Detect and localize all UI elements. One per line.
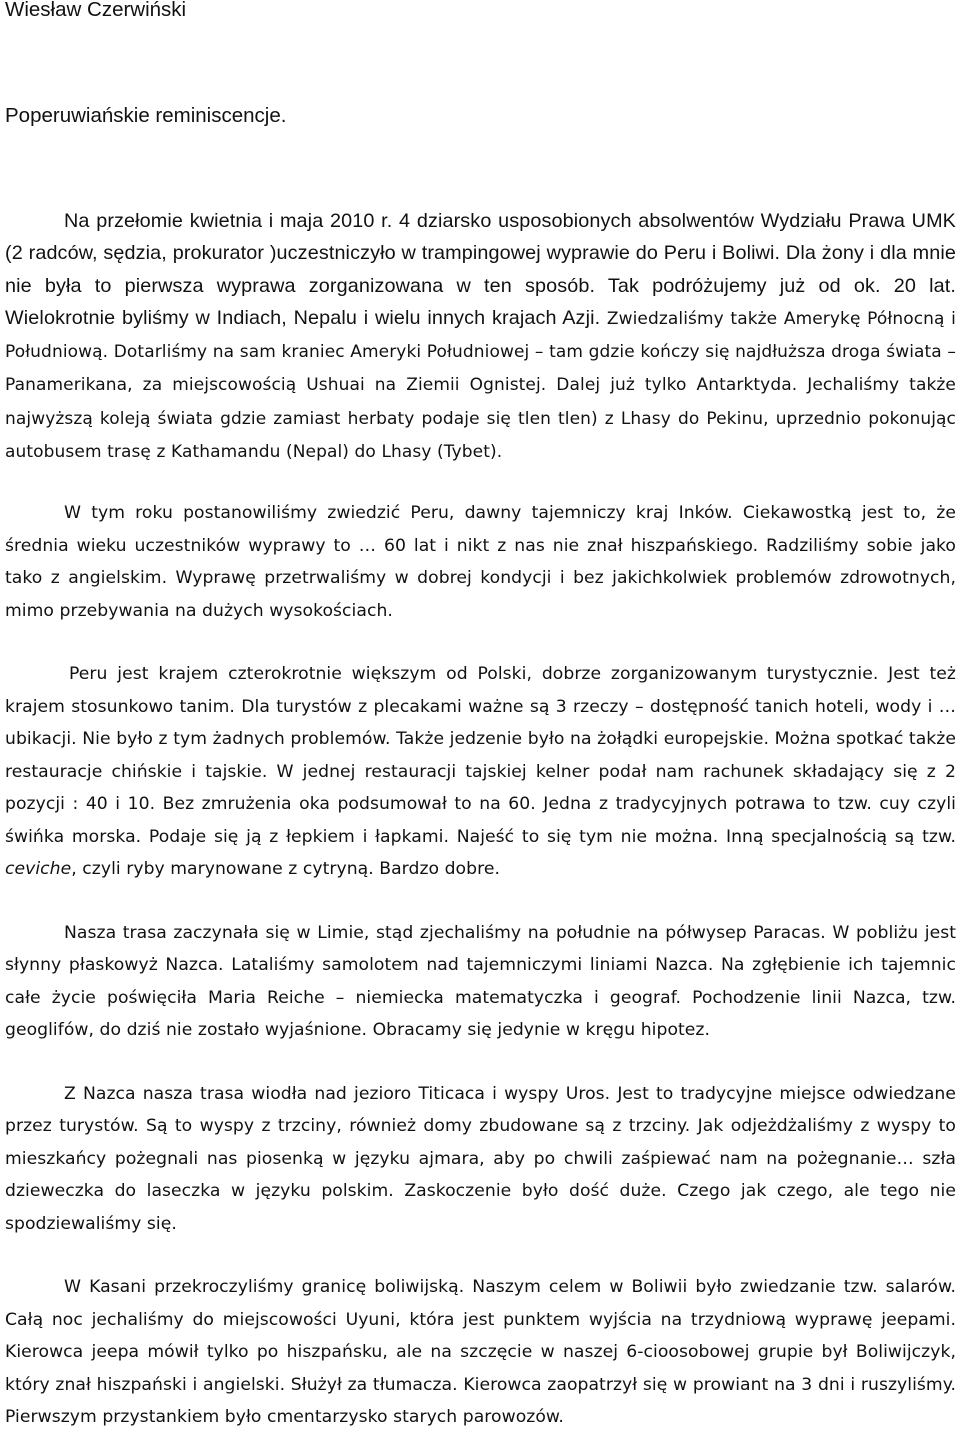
- paragraph-spacer: [5, 468, 956, 497]
- paragraph-intro: [5, 205, 956, 468]
- paragraph-nazca: Nasza trasa zaczynała się w Limie, stąd zjechaliśmy na południe na półwysep Paracas. W pobliżu jest słynny płaskowyż Nazca. Lataliśmy samolotem nad tajemniczymi liniami Nazca. Na zgłębienie ich tajemnic całe życie poświęciła Maria Reiche – niemiecka matematyczka i geograf. Pochodzenie linii Nazca, tzw. geoglifów, do dziś nie zostało wyjaśnione. Obracamy się jedynie w kręgu hipotez.: [5, 922, 956, 1041]
- paragraph-intro-part2: Zwiedzaliśmy także Amerykę Północną i Południową. Dotarliśmy na sam kraniec Ameryki Południowej – tam gdzie kończy się najdłuższa droga świata – Panamerikana, za miejscowością Ushuai na Ziemii Ognistej. Dalej już tylko Antarktyda. Jechaliśmy także najwyższą koleją świata gdzie zamiast herbaty podaje się tlen tlen) z Lhasy do Pekinu, uprzednio pokonując autobusem trasę z Kathamandu (Nepal) do Lhasy (Tybet).: [5, 308, 956, 463]
- paragraph-peru-country-text: Peru jest krajem czterokrotnie większym od Polski, dobrze zorganizowanym turystycznie. Jest też krajem stosunkowo tanim. Dla turystów z plecakami ważne są 3 rzeczy – dostępność tanich hoteli, wody i … ubikacji. Nie było z tym żadnych problemów. Także jedzenie było na żołądki europejskie. Można spotkać także restauracje chińskie i tajskie. W jednej restauracji tajskiej kelner podał nam rachunek składający się z 2 pozycji : 40 i 10. Bez zmrużenia oka podsumował to na 60. Jedna z tradycyjnych potrawa to tzw. cuy czyli świńka morska. Podaje się ją z łepkiem i łapkami. Najeść to się tym nie można. Inną specjalnością są tzw.: [5, 664, 956, 847]
- paragraph-intro-part1: Na przełomie kwietnia i maja 2010 r. 4 dziarsko usposobionych absolwentów Wydziału Prawa UMK (2 radców, sędzia, prokurator )uczestniczyło w trampingowej wyprawie do Peru i Boliwi. Dla żony i dla mnie nie była to pierwsza wyprawa zorganizowana w ten sposób. Tak podróżujemy już od ok. 20 lat. Wielokrotnie byliśmy w Indiach, Nepalu i wielu innych krajach Azji.: [5, 210, 956, 329]
- paragraph-titicaca: Z Nazca nasza trasa wiodła nad jezioro Titicaca i wyspy Uros. Jest to tradycyjne miejsce odwiedzane przez turystów. Są to wyspy z trzciny, również domy zbudowane są z trzciny. Jak odjeżdżaliśmy z wyspy to mieszkańcy pożegnali nas piosenką w języku ajmara, aby po chwili zaśpiewać nam na pożegnanie… szła dzieweczka do laseczka w języku polskim. Zaskoczenie było dość duże. Czego jak czego, ale tego nie spodziewaliśmy się.: [5, 1083, 956, 1234]
- paragraph-spacer: [5, 1047, 956, 1078]
- paragraph-peru-country-end: , czyli ryby marynowane z cytryną. Bardzo dobre.: [71, 859, 500, 880]
- author-name: Wiesław Czerwiński: [5, 0, 187, 21]
- ceviche-term: ceviche: [5, 859, 72, 880]
- document-body: [5, 205, 956, 1434]
- paragraph-spacer: [5, 627, 956, 658]
- paragraph-peru-country: [5, 658, 956, 886]
- paragraph-spacer: [5, 886, 956, 917]
- paragraph-peru-trip: W tym roku postanowiliśmy zwiedzić Peru, dawny tajemniczy kraj Inków. Ciekawostką jest to, że średnia wieku uczestników wyprawy to … 60 lat i nikt z nas nie znał hiszpańskiego. Radziliśmy sobie jako tako z angielskim. Wyprawę przetrwaliśmy w dobrej kondycji i bez jakichkolwiek problemów zdrowotnych, mimo przebywania na dużych wysokościach.: [5, 503, 956, 621]
- document-title: Poperuwiańskie reminiscencje.: [5, 104, 287, 127]
- paragraph-spacer: [5, 1240, 956, 1271]
- paragraph-bolivia: W Kasani przekroczyliśmy granicę boliwijską. Naszym celem w Boliwii było zwiedzanie tzw. salarów. Całą noc jechaliśmy do miejscowości Uyuni, która jest punktem wyjścia na trzydniową wyprawę jeepami. Kierowca jeepa mówił tylko po hiszpańsku, ale na szczęcie w naszej 6-cioosobowej grupie był Boliwijczyk, który znał hiszpański i angielski. Służył za tłumacza. Kierowca zaopatrzył się w prowiant na 3 dni i ruszyliśmy. Pierwszym przystankiem było cmentarzysko starych parowozów.: [5, 1277, 956, 1428]
